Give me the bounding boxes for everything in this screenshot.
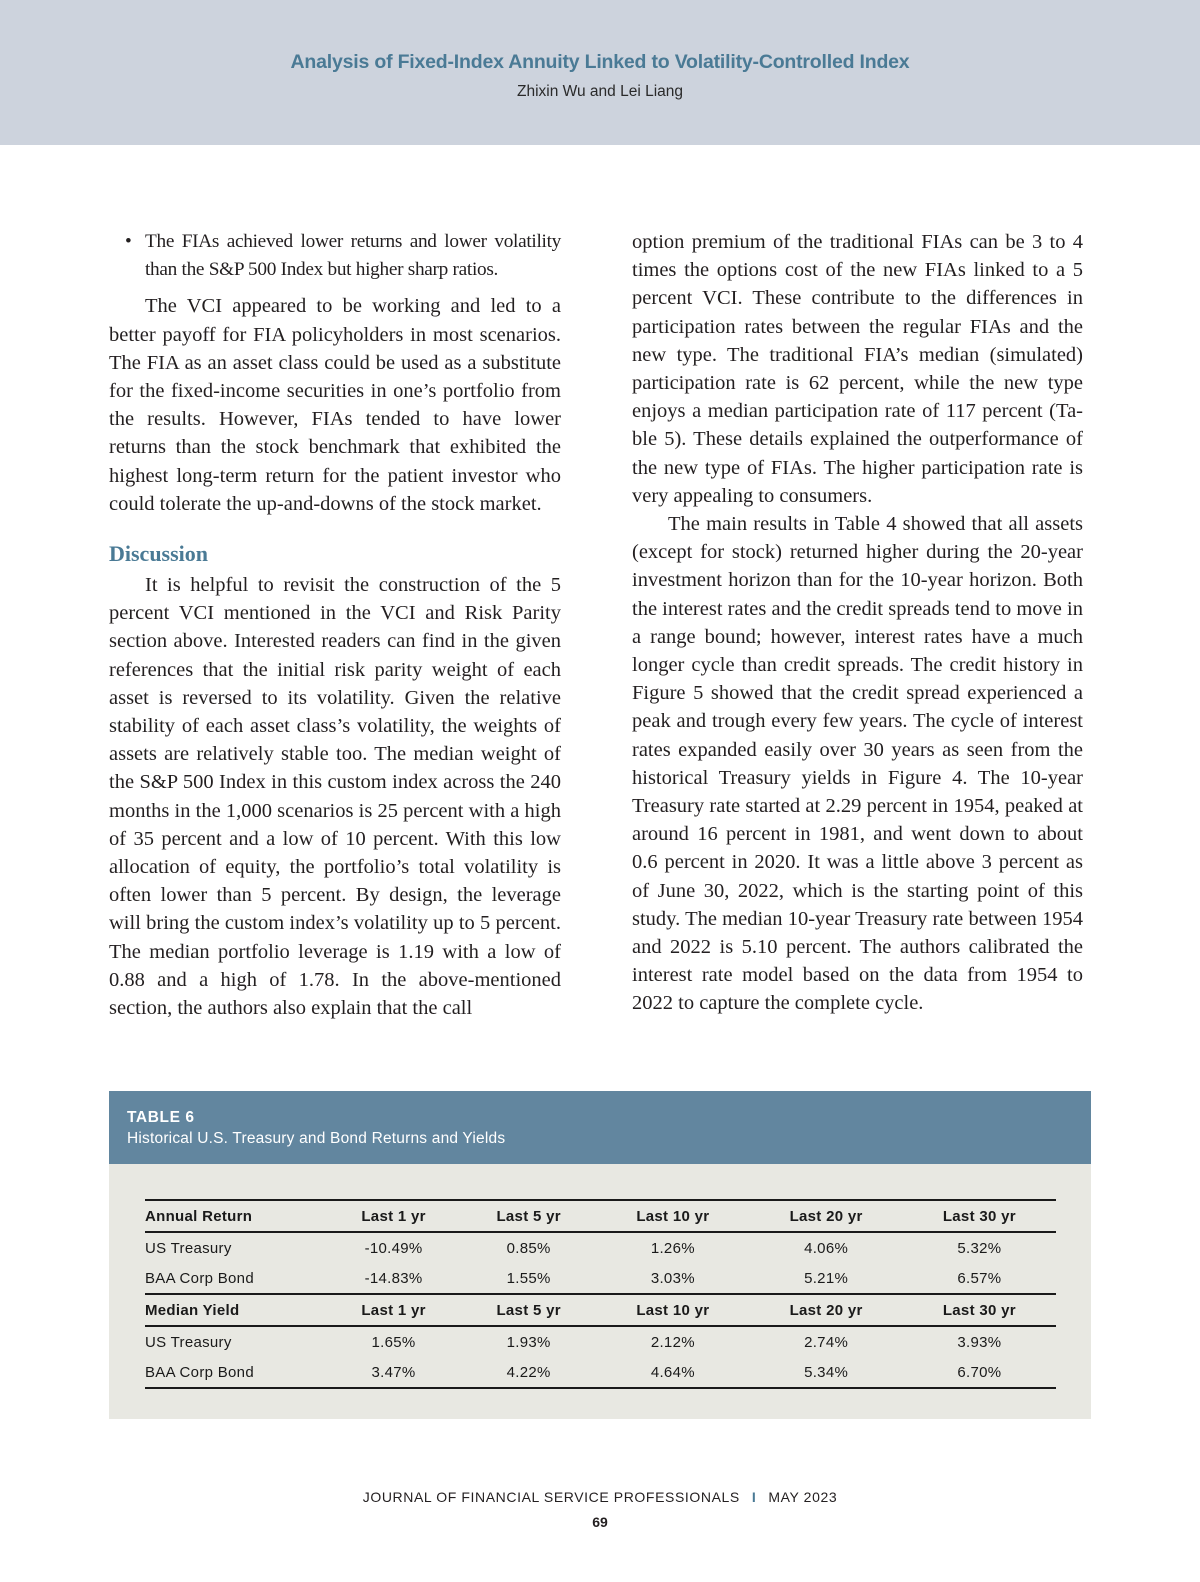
bullet-dot-icon: • [125, 231, 132, 252]
table-row [145, 1357, 1056, 1388]
table-cell: -10.49% [364, 1239, 423, 1257]
table-label: TABLE 6 [127, 1109, 195, 1126]
header-cell: Annual Return [145, 1200, 326, 1232]
header-cell: Last 5 yr [461, 1294, 596, 1326]
table-cell: 1.26% [650, 1239, 695, 1257]
table-cell: 5.32% [957, 1239, 1002, 1257]
header-cell: Last 20 yr [749, 1294, 902, 1326]
table-cell: 5.34% [749, 1357, 902, 1388]
table-cell: 0.85% [506, 1239, 551, 1257]
table-cell: 3.93% [957, 1333, 1002, 1351]
header-cell: Last 1 yr [326, 1294, 461, 1326]
header-cell: Last 30 yr [903, 1294, 1056, 1326]
row-label: BAA Corp Bond [145, 1357, 326, 1388]
table-cell: 2.12% [650, 1333, 695, 1351]
header-cell: Last 10 yr [596, 1294, 749, 1326]
journal-footer [0, 1489, 1200, 1505]
right-text-column [632, 228, 1083, 1018]
table-cell: 3.03% [650, 1269, 695, 1287]
table-cell: -14.83% [364, 1269, 423, 1287]
header-cell: Last 1 yr [326, 1200, 461, 1232]
table-cell: 2.74% [804, 1333, 849, 1351]
table-cell: 3.47% [326, 1357, 461, 1388]
left-text-column [109, 228, 561, 1022]
table-cell: 1.55% [506, 1269, 551, 1287]
table-cell: 4.64% [596, 1357, 749, 1388]
body-paragraph: option premium of the traditional FIAs can be 3 to 4 times the options cost of the new FIAs linked to a 5 percent VCI. These contribute to the differences in participation rates between the regular FIAs and the new type. The traditional FIA’s median (simulated) participation rate is 62 percent, while the new type enjoys a median participation rate of 117 percent (Table 5). These details explained the outperformance of the new type of FIAs. The higher participation rate is very appealing to consumers. [632, 231, 1083, 507]
table-caption: Historical U.S. Treasury and Bond Returns and Yields [127, 1130, 506, 1147]
bullet-item [109, 228, 561, 284]
section-heading: Discussion [109, 541, 209, 567]
body-paragraph: It is helpful to revisit the construction of the 5 percent VCI mentioned in the VCI and Risk Parity section above. Interested readers can find in the given references that the initial risk parity weight of each asset is reversed to its volatility. Given the relative stability of each asset class’s volatility, the weights of assets are relatively stable too. The median weight of the S&P 500 Index in this custom index across the 240 months in the 1,000 scenarios is 25 percent with a high of 35 percent and a low of 10 percent. With this low allocation of equity, the portfolio’s total volatility is often lower than 5 percent. By design, the leverage will bring the custom index’s volatility up to 5 percent. The median portfolio leverage is 1.19 with a low of 0.88 and a high of 1.78. In the above-mentioned section, the authors also explain that the call [109, 574, 561, 1020]
table-row [145, 1232, 1056, 1263]
table-header-row [145, 1294, 1056, 1326]
data-table [145, 1199, 1056, 1389]
row-label: US Treasury [145, 1239, 232, 1257]
header-cell: Last 10 yr [596, 1200, 749, 1232]
row-label: BAA Corp Bond [145, 1269, 254, 1287]
header-cell: Last 5 yr [461, 1200, 596, 1232]
body-paragraph: The main results in Table 4 showed that all assets (except for stock) returned higher during the 20-year investment horizon than for the 10-year horizon. Both the interest rates and the credit spreads tend to move in a range bound; however, interest rates have a much longer cycle than credit spreads. The credit history in Figure 5 showed that the credit spread experienced a peak and trough every few years. The cycle of interest rates expanded easily over 30 years as seen from the historical Treasury yields in Figure 4. The 10-year Treasury rate started at 2.29 percent in 1954, peaked at around 16 percent in 1981, and went down to about 0.6 percent in 2020. It was a little above 3 percent as of June 30, 2022, which is the starting point of this study. The median 10-year Treasury rate between 1954 and 2022 is 5.10 percent. The authors calibrated the interest rate model based on the data from 1954 to 2022 to capture the complete cycle. [632, 513, 1083, 1015]
article-authors: Zhixin Wu and Lei Liang [516, 83, 683, 100]
table-cell: 4.22% [461, 1357, 596, 1388]
footer-separator: I [751, 1489, 757, 1505]
article-title: Analysis of Fixed-Index Annuity Linked to Volatility-Controlled Index [290, 51, 910, 73]
journal-name: JOURNAL OF FINANCIAL SERVICE PROFESSIONALS [362, 1489, 740, 1505]
page-number: 69 [592, 1514, 608, 1530]
table-header-row [145, 1200, 1056, 1232]
bullet-text: The FIAs achieved lower returns and lower volatility than the S&P 500 Index but higher sharp ratios. [145, 231, 561, 281]
table-row [145, 1326, 1056, 1357]
table-cell: 4.06% [804, 1239, 849, 1257]
table-cell: 6.57% [957, 1269, 1002, 1287]
table-row [145, 1263, 1056, 1294]
header-cell: Last 20 yr [749, 1200, 902, 1232]
header-cell: Last 30 yr [903, 1200, 1056, 1232]
header-cell: Median Yield [145, 1294, 326, 1326]
issue-date: MAY 2023 [768, 1489, 838, 1505]
table-cell: 1.65% [371, 1333, 416, 1351]
running-header [0, 0, 1200, 145]
table-6 [109, 1091, 1091, 1419]
table-cell: 6.70% [903, 1357, 1056, 1388]
table-cell: 1.93% [506, 1333, 551, 1351]
row-label: US Treasury [145, 1333, 232, 1351]
body-paragraph: The VCI appeared to be working and led to a better payoff for FIA policyholders in most scenarios. The FIA as an asset class could be used as a substitute for the fixed-income securities in one’s portfolio from the results. However, FIAs tended to have lower returns than the stock benchmark that exhibited the highest long-term return for the patient investor who could tolerate the up-and-downs of the stock market. [109, 295, 561, 515]
table-title-bar [109, 1091, 1091, 1164]
table-cell: 5.21% [804, 1269, 849, 1287]
